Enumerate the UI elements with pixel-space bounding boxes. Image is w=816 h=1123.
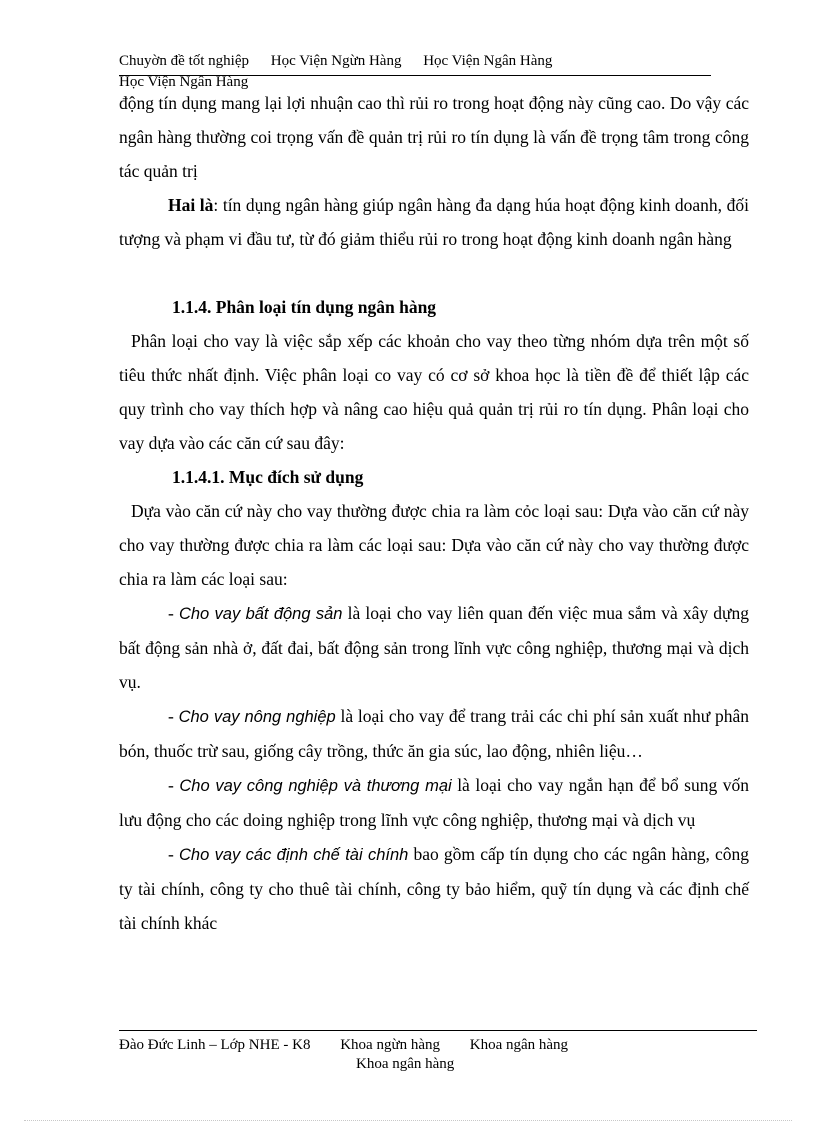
footer-faculty: Khoa ngừn hàng <box>340 1037 440 1053</box>
list-item <box>119 699 749 768</box>
list-item-dash: - <box>168 775 180 795</box>
document-body <box>119 86 749 940</box>
list-item-term: Cho vay các định chế tài chính <box>178 846 409 864</box>
footer-faculty-3: Khoa ngân hàng <box>356 1056 455 1072</box>
paragraph-hai-la <box>119 188 749 256</box>
list-item-description: là loại cho vay ngắn hạn để bổ sung vốn lưu động cho các doing nghiệp trong lĩnh vực công nghiệp, thương mại và dịch vụ <box>119 775 749 830</box>
list-item-description: là loại cho vay liên quan đến việc mua sắm và xây dựng bất động sản nhà ở, đất đai, bất động sản trong lĩnh vực công nghiệp, thương mại và dịch vụ. <box>119 603 750 692</box>
footer-line <box>119 1036 594 1055</box>
paragraph-intro-continued: động tín dụng mang lại lợi nhuận cao thì rủi ro trong hoạt động này cũng cao. Do vậy các ngân hàng thường coi trọng vấn đề quản trị rủi ro tín dụng là vấn đề trọng tâm trong công tác quản trị <box>119 93 749 181</box>
list-item-description: bao gồm cấp tín dụng cho các ngân hàng, công ty tài chính, công ty cho thuê tài chính, công ty bảo hiểm, quỹ tín dụng và các định chế tài chính khác <box>119 844 750 933</box>
page-header <box>119 52 711 71</box>
spacer <box>119 256 749 290</box>
list-item-term: Cho vay công nghiệp và thương mại <box>179 777 452 795</box>
page-footer <box>119 1036 594 1074</box>
list-item-term: Cho vay bất động sản <box>178 605 343 623</box>
header-institution-2: Học Viện Ngân Hàng <box>423 53 553 69</box>
paragraph-lead-bold: Hai là <box>168 195 214 215</box>
section-heading-1-1-4: 1.1.4. Phân loại tín dụng ngân hàng <box>172 297 437 317</box>
list-item-dash: - <box>168 603 179 623</box>
list-item-term: Cho vay nông nghiệp <box>178 708 336 726</box>
paragraph-purpose: Dựa vào căn cứ này cho vay thường được chia ra làm cỏc loại sau: Dựa vào căn cứ này cho vay thường được chia ra làm các loại sau: Dựa vào căn cứ này cho vay thường được chia ra làm các loại sau: <box>119 501 749 589</box>
page-edge <box>24 1120 792 1121</box>
list-item <box>119 837 749 940</box>
paragraph-lead-rest: : tín dụng ngân hàng giúp ngân hàng đa dạng húa hoạt động kinh doanh, đối tượng và phạm vi đầu tư, từ đó giảm thiểu rủi ro trong hoạt động kinh doanh ngân hàng <box>119 195 749 249</box>
header-institution: Học Viện Ngừn Hàng <box>270 53 402 69</box>
footer-faculty-2: Khoa ngân hàng <box>469 1037 569 1053</box>
list-item-description: là loại cho vay để trang trải các chi phí sản xuất như phân bón, thuốc trừ sau, giống cây trồng, thức ăn gia súc, lao động, nhiên liệu… <box>119 706 750 761</box>
list-item-dash: - <box>168 844 179 864</box>
list-item <box>119 596 749 699</box>
list-item <box>119 768 749 837</box>
footer-divider <box>119 1030 757 1031</box>
footer-author: Đào Đức Linh – Lớp NHE - K8 <box>119 1037 311 1053</box>
section-heading-1-1-4-1: 1.1.4.1. Mục đích sử dụng <box>172 467 364 487</box>
paragraph-classification: Phân loại cho vay là việc sắp xếp các khoản cho vay theo từng nhóm dựa trên một số tiêu thức nhất định. Việc phân loại co vay có cơ sở khoa học là tiền đề để thiết lập các quy trình cho vay thích hợp và nâng cao hiệu quả quản trị rủi ro tín dụng. Phân loại cho vay dựa vào các căn cứ sau đây: <box>119 331 749 453</box>
header-institution-3: Học Viện Ngân Hàng <box>119 74 249 90</box>
header-line <box>119 52 711 71</box>
list-item-dash: - <box>168 706 179 726</box>
header-doc-type: Chuyờn đề tốt nghiệp <box>119 53 250 69</box>
